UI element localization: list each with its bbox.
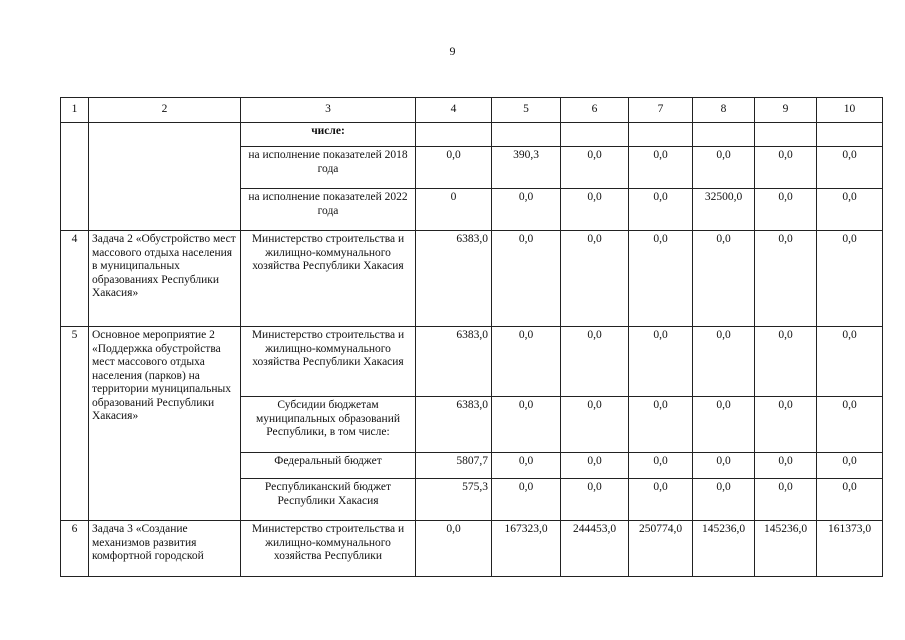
task-name: Основное мероприятие 2 «Поддержка обустройства мест массового отдыха населения (парков) на территории муниципальных образований Республики Хакасия» [89,327,241,521]
row-label: Федеральный бюджет [241,453,416,479]
value-cell: 0,0 [817,231,883,327]
value-cell: 6383,0 [416,397,492,453]
row-label: Субсидии бюджетам муниципальных образований Республики, в том числе: [241,397,416,453]
table-cell [89,123,241,231]
value-cell: 6383,0 [416,231,492,327]
table-cell [629,123,693,147]
value-cell: 0,0 [561,231,629,327]
value-cell: 0,0 [561,479,629,521]
value-cell: 0,0 [755,397,817,453]
value-cell: 0,0 [755,231,817,327]
value-cell: 167323,0 [492,521,561,577]
value-cell: 0,0 [629,189,693,231]
col-header: 10 [817,98,883,123]
value-cell: 6383,0 [416,327,492,397]
value-cell: 0,0 [755,147,817,189]
value-cell: 0,0 [817,397,883,453]
table-cell [61,123,89,231]
col-header: 3 [241,98,416,123]
value-cell: 0,0 [693,327,755,397]
row-number: 6 [61,521,89,577]
value-cell: 0,0 [693,231,755,327]
col-header: 7 [629,98,693,123]
value-cell: 244453,0 [561,521,629,577]
col-header: 6 [561,98,629,123]
row-number: 5 [61,327,89,521]
row-number: 4 [61,231,89,327]
col-header: 1 [61,98,89,123]
value-cell: 0,0 [561,453,629,479]
value-cell: 0,0 [492,231,561,327]
value-cell: 0,0 [492,479,561,521]
table-cell [492,123,561,147]
value-cell: 0,0 [629,147,693,189]
value-cell: 0,0 [492,189,561,231]
value-cell: 0,0 [755,453,817,479]
value-cell: 0,0 [817,189,883,231]
value-cell: 0,0 [492,397,561,453]
row-label: Республиканский бюджет Республики Хакасия [241,479,416,521]
executor: Министерство строительства и жилищно-коммунального хозяйства Республики Хакасия [241,231,416,327]
value-cell: 250774,0 [629,521,693,577]
value-cell: 0,0 [817,327,883,397]
value-cell: 0,0 [629,453,693,479]
value-cell: 0,0 [817,453,883,479]
value-cell: 145236,0 [755,521,817,577]
value-cell: 5807,7 [416,453,492,479]
table-row [61,231,883,327]
col-header: 9 [755,98,817,123]
value-cell: 0,0 [755,479,817,521]
col-header: 8 [693,98,755,123]
table-cell [755,123,817,147]
value-cell: 32500,0 [693,189,755,231]
value-cell: 161373,0 [817,521,883,577]
row-label: на исполнение показателей 2022 года [241,189,416,231]
value-cell: 0,0 [629,327,693,397]
value-cell: 0,0 [693,453,755,479]
value-cell: 0,0 [629,397,693,453]
value-cell: 0,0 [693,147,755,189]
value-cell: 0,0 [817,479,883,521]
row-label: числе: [241,123,416,147]
executor: Министерство строительства и жилищно-коммунального хозяйства Республики Хакасия [241,327,416,397]
value-cell: 0 [416,189,492,231]
value-cell: 0,0 [755,327,817,397]
value-cell: 0,0 [817,147,883,189]
executor: Министерство строительства и жилищно-коммунального хозяйства Республики [241,521,416,577]
value-cell: 0,0 [755,189,817,231]
value-cell: 0,0 [416,521,492,577]
col-header: 4 [416,98,492,123]
table-cell [817,123,883,147]
value-cell: 0,0 [561,397,629,453]
task-name: Задача 3 «Создание механизмов развития комфортной городской [89,521,241,577]
value-cell: 0,0 [492,327,561,397]
value-cell: 0,0 [561,189,629,231]
value-cell: 0,0 [693,397,755,453]
value-cell: 0,0 [693,479,755,521]
value-cell: 0,0 [416,147,492,189]
page-number: 9 [449,44,456,58]
table-cell [561,123,629,147]
value-cell: 0,0 [561,147,629,189]
table-row [61,123,883,147]
value-cell: 0,0 [629,479,693,521]
table-row [61,521,883,577]
table-cell [693,123,755,147]
budget-table [60,97,883,577]
value-cell: 390,3 [492,147,561,189]
value-cell: 145236,0 [693,521,755,577]
col-header: 2 [89,98,241,123]
table-cell [416,123,492,147]
value-cell: 0,0 [492,453,561,479]
row-label: на исполнение показателей 2018 года [241,147,416,189]
table-row [61,327,883,397]
col-header: 5 [492,98,561,123]
value-cell: 0,0 [561,327,629,397]
value-cell: 0,0 [629,231,693,327]
value-cell: 575,3 [416,479,492,521]
task-name: Задача 2 «Обустройство мест массового отдыха населения в муниципальных образованиях Республики Хакасия» [89,231,241,327]
table-header-row [61,98,883,123]
